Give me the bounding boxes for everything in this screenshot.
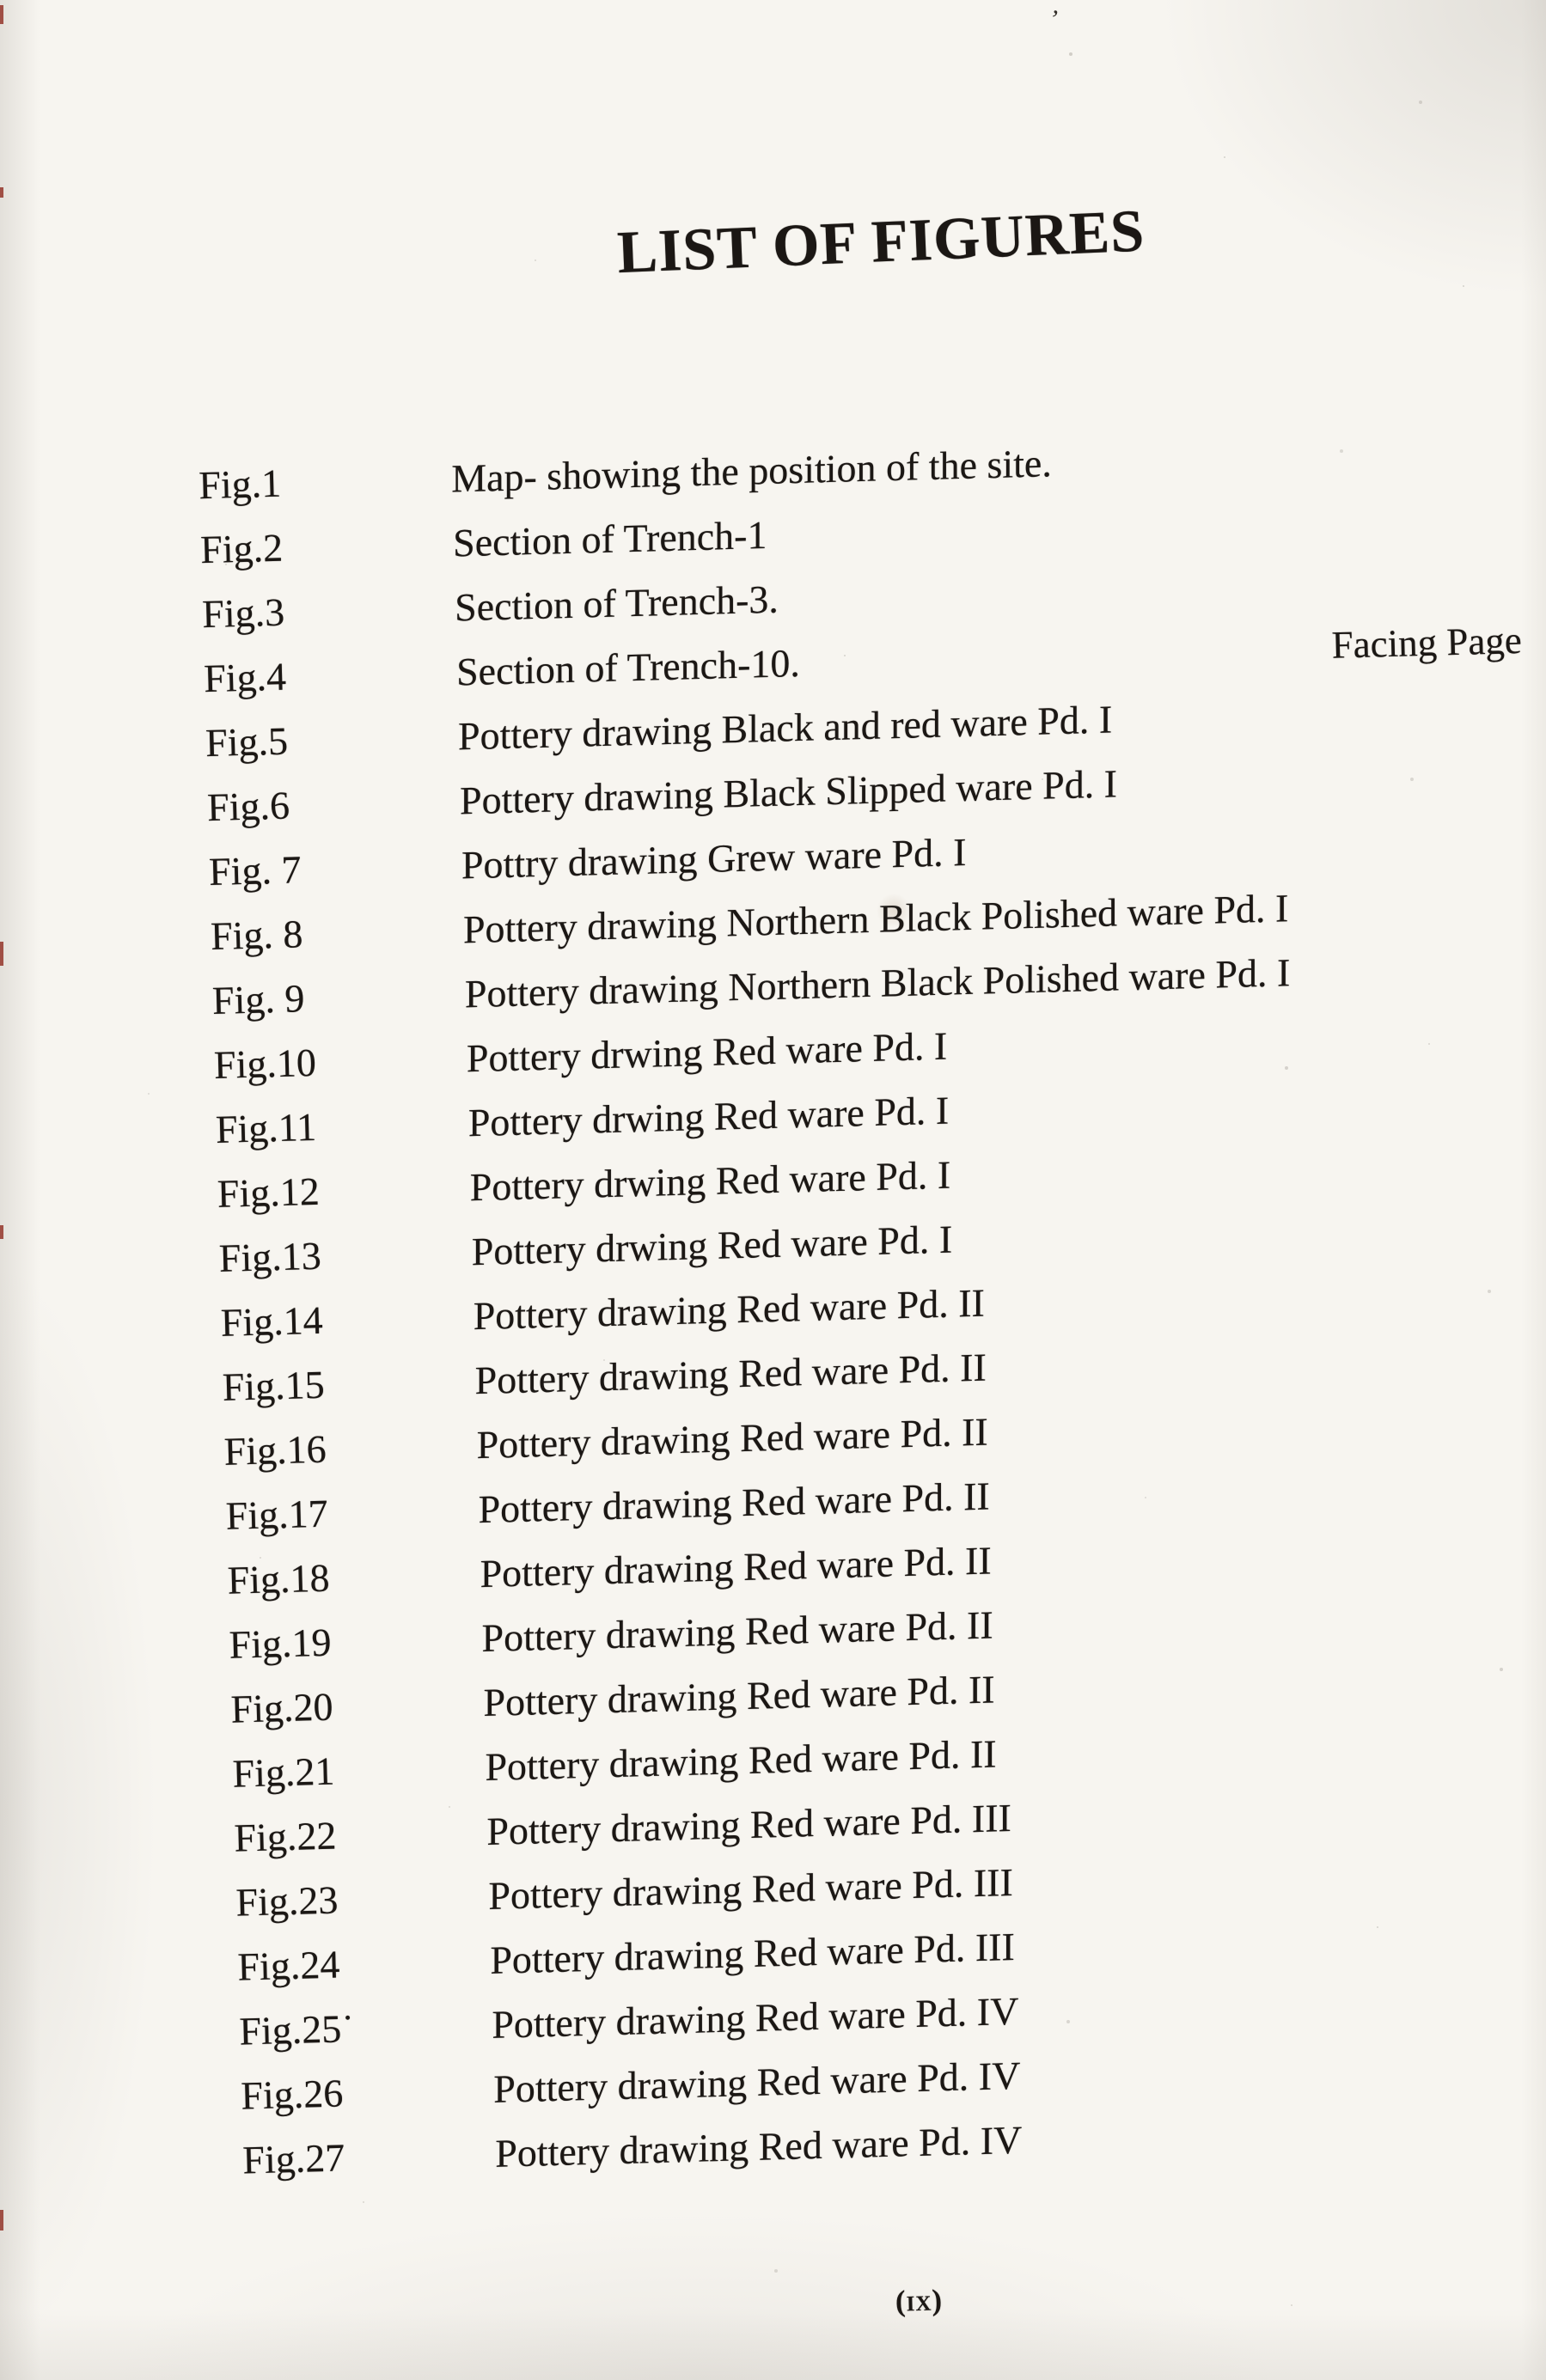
figure-description: Pottery drawing Red ware Pd. II [485, 1731, 997, 1790]
figure-description: Pottery drawing Red ware Pd. IV [492, 1988, 1019, 2047]
figure-label: Fig.15 [222, 1362, 326, 1409]
figure-description: Pottery drawing Red ware Pd. IV [495, 2117, 1023, 2176]
page-title: LIST OF FIGURES [615, 198, 1146, 287]
figure-label: Fig.2 [199, 525, 284, 572]
figure-label: Fig.26 [240, 2071, 344, 2118]
figure-description: Pottery drawing Red ware Pd. III [490, 1924, 1015, 1982]
figure-description: Pottery drawing Red ware Pd. IV [493, 2053, 1021, 2111]
figure-description: Pottery drawing Red ware Pd. II [478, 1474, 990, 1532]
figure-description: Pottery drawing Northern Black Polished ware Pd. I [464, 950, 1291, 1016]
figure-description: Section of Trench-10. [456, 640, 800, 694]
figure-label: Fig.23 [235, 1877, 339, 1925]
scan-noise-speckles [0, 0, 2, 2]
figure-label: Fig.17 [225, 1491, 329, 1538]
page-number: (ix) [895, 2283, 944, 2318]
scan-ink-mark: ’ [1048, 4, 1061, 34]
figure-label: Fig.18 [227, 1555, 331, 1602]
figure-description: Pottery drwing Red ware Pd. I [466, 1023, 948, 1081]
figure-description: Map- showing the position of the site. [451, 441, 1052, 501]
figure-description: Pottery drwing Red ware Pd. I [471, 1217, 953, 1274]
figure-label: Fig.12 [217, 1169, 321, 1216]
figure-label: Fig.6 [206, 783, 290, 830]
scan-edge-artifact [0, 2210, 3, 2230]
figure-description: Pottery drawing Red ware Pd. II [480, 1538, 992, 1596]
figure-description: Section of Trench-1 [453, 512, 767, 565]
figure-label: Fig.5 [205, 718, 289, 766]
figure-label: Fig.24 [236, 1942, 340, 1989]
figure-label: Fig.14 [220, 1297, 324, 1345]
figure-label: Fig.3 [201, 589, 285, 637]
figure-label: Fig.20 [229, 1684, 334, 1731]
figure-description: Pottery drawing Red ware Pd. II [483, 1667, 995, 1725]
figure-label: Fig.27 [241, 2135, 345, 2182]
figure-description: Pottery drawing Red ware Pd. II [476, 1409, 988, 1468]
figure-description: Section of Trench-3. [455, 577, 779, 630]
figure-description: Pottery drawing Red ware Pd. II [474, 1345, 987, 1403]
figure-label: Fig.11 [215, 1104, 317, 1151]
figure-label: Fig.25˙ [238, 2006, 356, 2054]
figures-list [198, 424, 1321, 2192]
figure-description: Pottery drawing Red ware Pd. II [481, 1602, 993, 1661]
figure-label: Fig.22 [233, 1813, 338, 1860]
figure-label: Fig.19 [228, 1620, 333, 1667]
figure-label: Fig.10 [213, 1040, 317, 1087]
figure-label: Fig.16 [223, 1426, 327, 1474]
figure-label: Fig.21 [231, 1748, 336, 1796]
figure-description: Pottery drawing Red ware Pd. II [473, 1280, 985, 1339]
figure-description: Pottery drawing Red ware Pd. III [486, 1795, 1011, 1853]
figure-description: Pottery drawing Black Slipped ware Pd. I [460, 761, 1118, 823]
figure-label: Fig.4 [203, 654, 287, 701]
figure-description: Pottery drwing Red ware Pd. I [467, 1088, 950, 1145]
facing-page-column-header: Facing Page [1330, 618, 1523, 667]
figure-label: Fig. 7 [208, 847, 302, 894]
figure-description: Pottery drawing Northern Black Polished ware Pd. I [462, 886, 1289, 952]
figure-description: Pottery drawing Black and red ware Pd. I [458, 697, 1113, 759]
figure-label: Fig.1 [198, 461, 282, 508]
figure-description: Pottry drawing Grew ware Pd. I [461, 829, 967, 888]
figure-label: Fig.13 [218, 1233, 322, 1280]
figure-label: Fig. 8 [210, 912, 304, 959]
figure-label: Fig. 9 [211, 976, 306, 1022]
figure-description: Pottery drwing Red ware Pd. I [469, 1152, 951, 1210]
figure-description: Pottery drawing Red ware Pd. III [488, 1859, 1013, 1918]
